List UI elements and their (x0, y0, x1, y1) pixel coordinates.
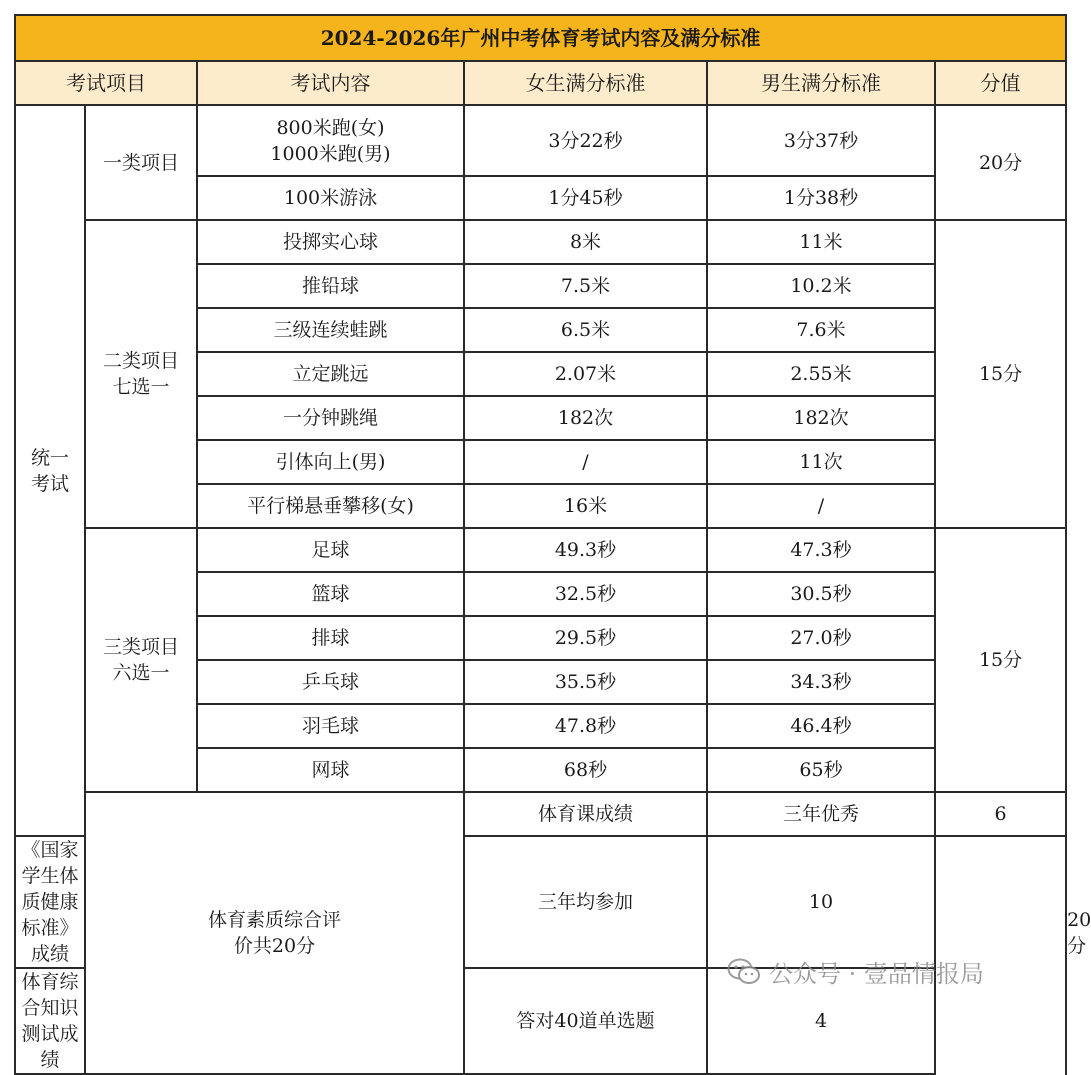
female-standard: 68秒 (464, 748, 707, 792)
male-standard: 1分38秒 (707, 176, 935, 220)
header-row (15, 61, 1066, 105)
table-row (15, 528, 1066, 572)
header-item: 考试项目 (15, 61, 197, 105)
header-content: 考试内容 (197, 61, 464, 105)
female-standard: 29.5秒 (464, 616, 707, 660)
sports-exam-table (14, 14, 1091, 1075)
exam-content: 体育综合知识测试成绩 (15, 968, 85, 1074)
female-standard: / (464, 440, 707, 484)
exam-content: 100米游泳 (197, 176, 464, 220)
exam-content: 投掷实心球 (197, 220, 464, 264)
exam-content: 足球 (197, 528, 464, 572)
male-standard: / (707, 484, 935, 528)
female-standard: 16米 (464, 484, 707, 528)
category-1-score: 20分 (935, 105, 1066, 220)
female-standard: 8米 (464, 220, 707, 264)
exam-content: 篮球 (197, 572, 464, 616)
quality-standard: 三年优秀 (707, 792, 935, 836)
watermark (727, 954, 984, 989)
exam-content: 平行梯悬垂攀移(女) (197, 484, 464, 528)
exam-content: 排球 (197, 616, 464, 660)
female-standard: 3分22秒 (464, 105, 707, 176)
male-standard: 30.5秒 (707, 572, 935, 616)
male-standard: 3分37秒 (707, 105, 935, 176)
female-standard: 6.5米 (464, 308, 707, 352)
category-2-label: 二类项目 七选一 (85, 220, 197, 528)
exam-content: 引体向上(男) (197, 440, 464, 484)
male-standard: 2.55米 (707, 352, 935, 396)
exam-content: 推铅球 (197, 264, 464, 308)
exam-content: 立定跳远 (197, 352, 464, 396)
female-standard: 182次 (464, 396, 707, 440)
female-standard: 35.5秒 (464, 660, 707, 704)
male-standard: 10.2米 (707, 264, 935, 308)
male-standard: 11米 (707, 220, 935, 264)
category-3-label: 三类项目 六选一 (85, 528, 197, 792)
quality-points: 6 (935, 792, 1066, 836)
watermark-text: 公众号 · 壹品情报局 (769, 960, 984, 988)
female-standard: 2.07米 (464, 352, 707, 396)
exam-content: 乒乓球 (197, 660, 464, 704)
category-3-score: 15分 (935, 528, 1066, 792)
exam-content: 网球 (197, 748, 464, 792)
male-standard: 65秒 (707, 748, 935, 792)
male-standard: 47.3秒 (707, 528, 935, 572)
table-row (15, 105, 1066, 176)
quality-evaluation-label: 体育素质综合评 价共20分 (85, 792, 464, 1074)
category-1-label: 一类项目 (85, 105, 197, 220)
male-standard: 7.6米 (707, 308, 935, 352)
category-2-score: 15分 (935, 220, 1066, 528)
quality-standard: 答对40道单选题 (464, 968, 707, 1074)
exam-content: 体育课成绩 (464, 792, 707, 836)
female-standard: 7.5米 (464, 264, 707, 308)
male-standard: 11次 (707, 440, 935, 484)
exam-content: 三级连续蛙跳 (197, 308, 464, 352)
male-standard: 27.0秒 (707, 616, 935, 660)
exam-content: 羽毛球 (197, 704, 464, 748)
header-female: 女生满分标准 (464, 61, 707, 105)
table-row: 体育素质综合评 价共20分 体育课成绩 三年优秀 6 20分 (15, 792, 1066, 836)
male-standard: 182次 (707, 396, 935, 440)
male-standard: 46.4秒 (707, 704, 935, 748)
header-male: 男生满分标准 (707, 61, 935, 105)
exam-content: 一分钟跳绳 (197, 396, 464, 440)
quality-standard: 三年均参加 (464, 836, 707, 968)
female-standard: 47.8秒 (464, 704, 707, 748)
male-standard: 34.3秒 (707, 660, 935, 704)
table-row (15, 220, 1066, 264)
header-score: 分值 (935, 61, 1066, 105)
female-standard: 49.3秒 (464, 528, 707, 572)
exam-content: 800米跑(女) 1000米跑(男) (197, 105, 464, 176)
quality-points: 4 (707, 968, 935, 1074)
unified-exam-label: 统一 考试 (15, 105, 85, 836)
wechat-icon (727, 958, 761, 986)
quality-points: 10 (707, 836, 935, 968)
exam-content: 《国家学生体质健康标准》 成绩 (15, 836, 85, 968)
table-title: 2024-2026年广州中考体育考试内容及满分标准 (15, 15, 1066, 61)
female-standard: 1分45秒 (464, 176, 707, 220)
female-standard: 32.5秒 (464, 572, 707, 616)
